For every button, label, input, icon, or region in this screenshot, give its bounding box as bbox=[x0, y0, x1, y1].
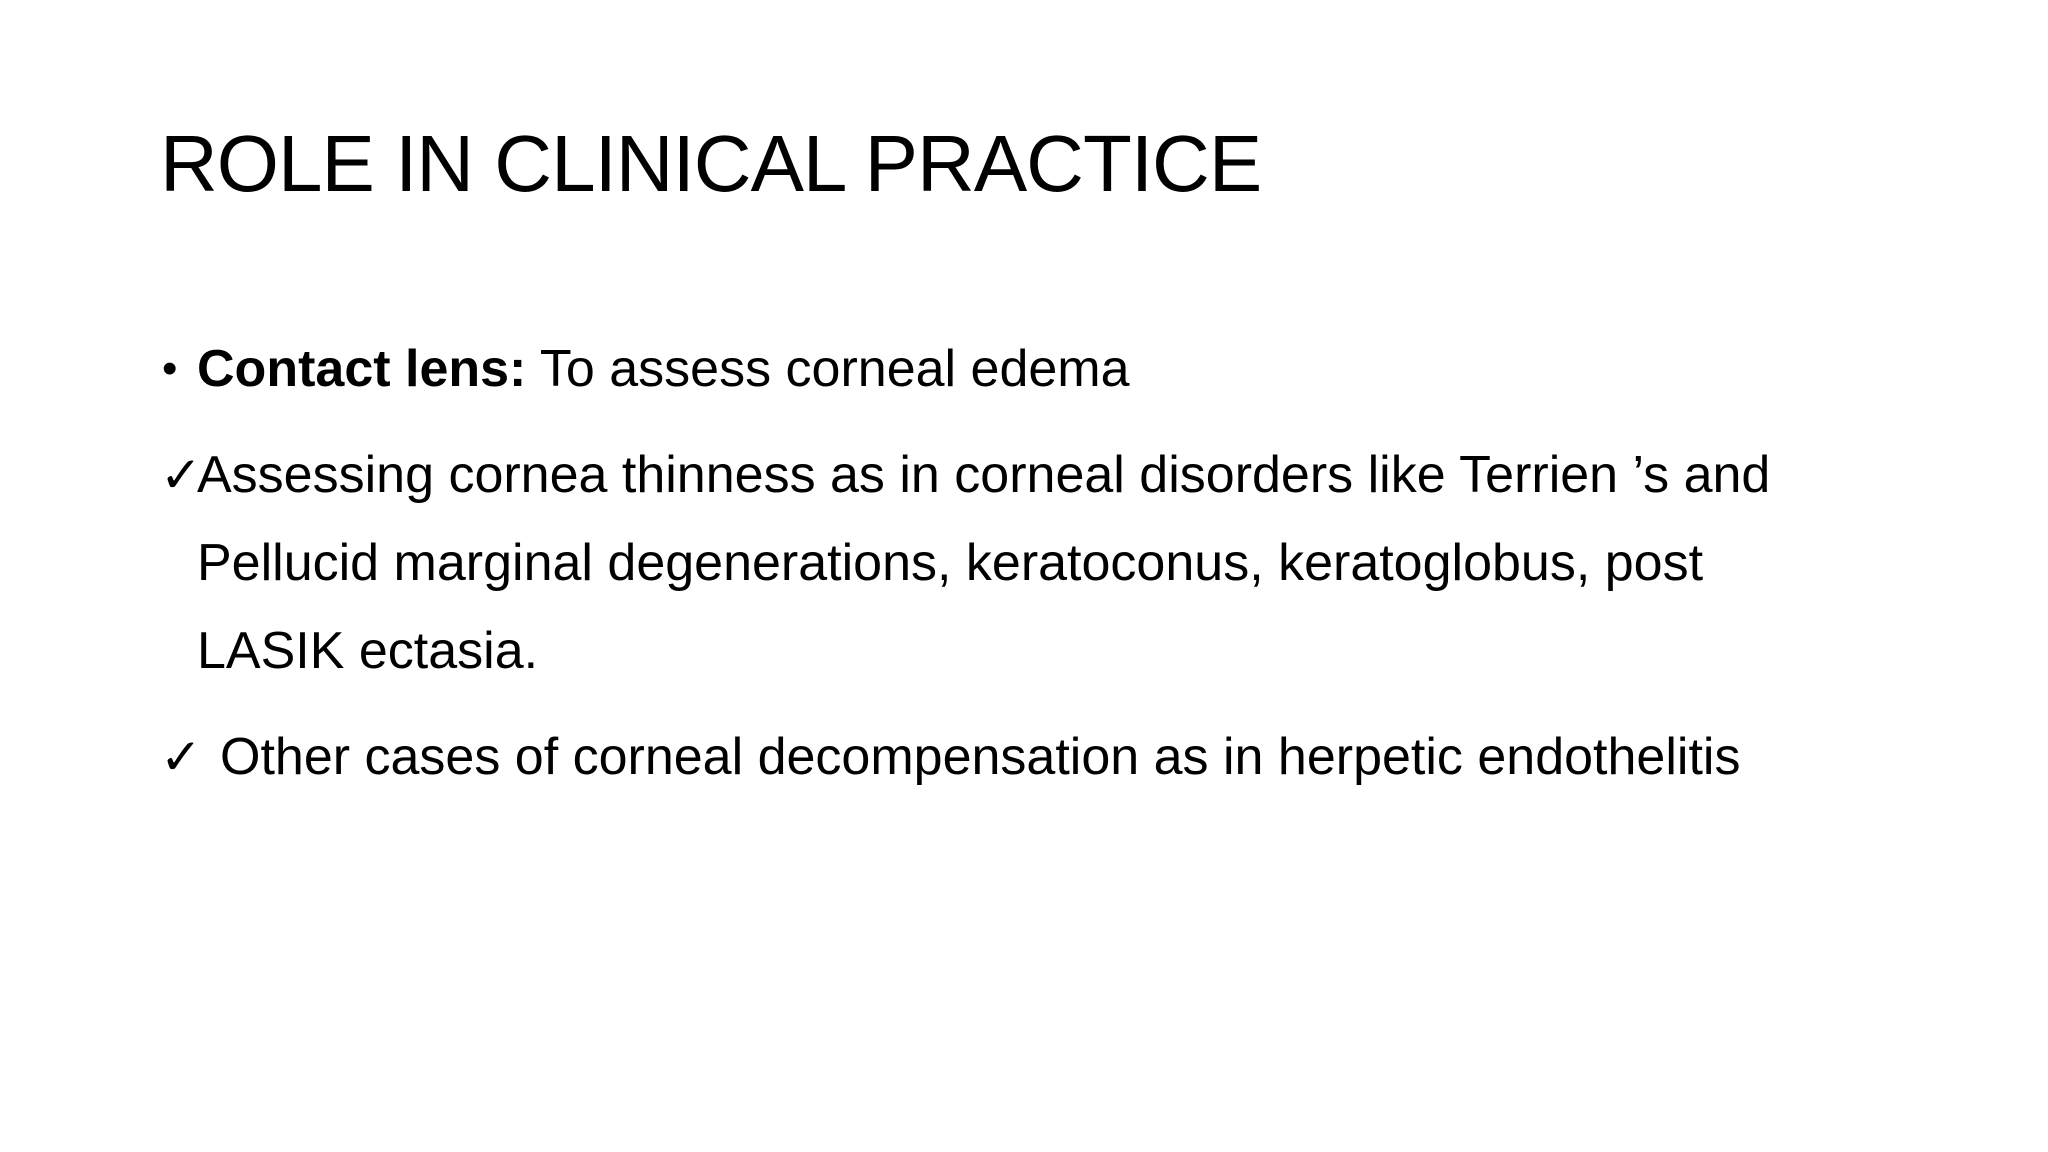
slide-body bbox=[160, 325, 1920, 801]
slide-title: ROLE IN CLINICAL PRACTICE bbox=[160, 119, 1262, 208]
contact-lens-label: Contact lens: bbox=[197, 340, 527, 398]
decompensation-line: Other cases of corneal decompensation as in herpetic endothelitis bbox=[220, 728, 1741, 786]
contact-lens-text: To assess corneal edema bbox=[526, 340, 1130, 398]
check-item-thinness bbox=[160, 431, 1920, 695]
thinness-line-2: Pellucid marginal degenerations, keratoconus, keratoglobus, post bbox=[197, 534, 1704, 592]
bullet-contact-lens-line bbox=[197, 325, 1920, 413]
thinness-line-3: LASIK ectasia. bbox=[197, 622, 539, 680]
thinness-line-1: Assessing cornea thinness as in corneal disorders like Terrien ’s and bbox=[197, 446, 1771, 504]
check-item-decompensation bbox=[160, 713, 1920, 801]
bullet-contact-lens bbox=[160, 325, 1920, 413]
checkmark-icon: ✓ bbox=[160, 447, 202, 503]
bullet-dot-icon: • bbox=[162, 344, 178, 393]
checkmark-icon: ✓ bbox=[160, 729, 202, 785]
